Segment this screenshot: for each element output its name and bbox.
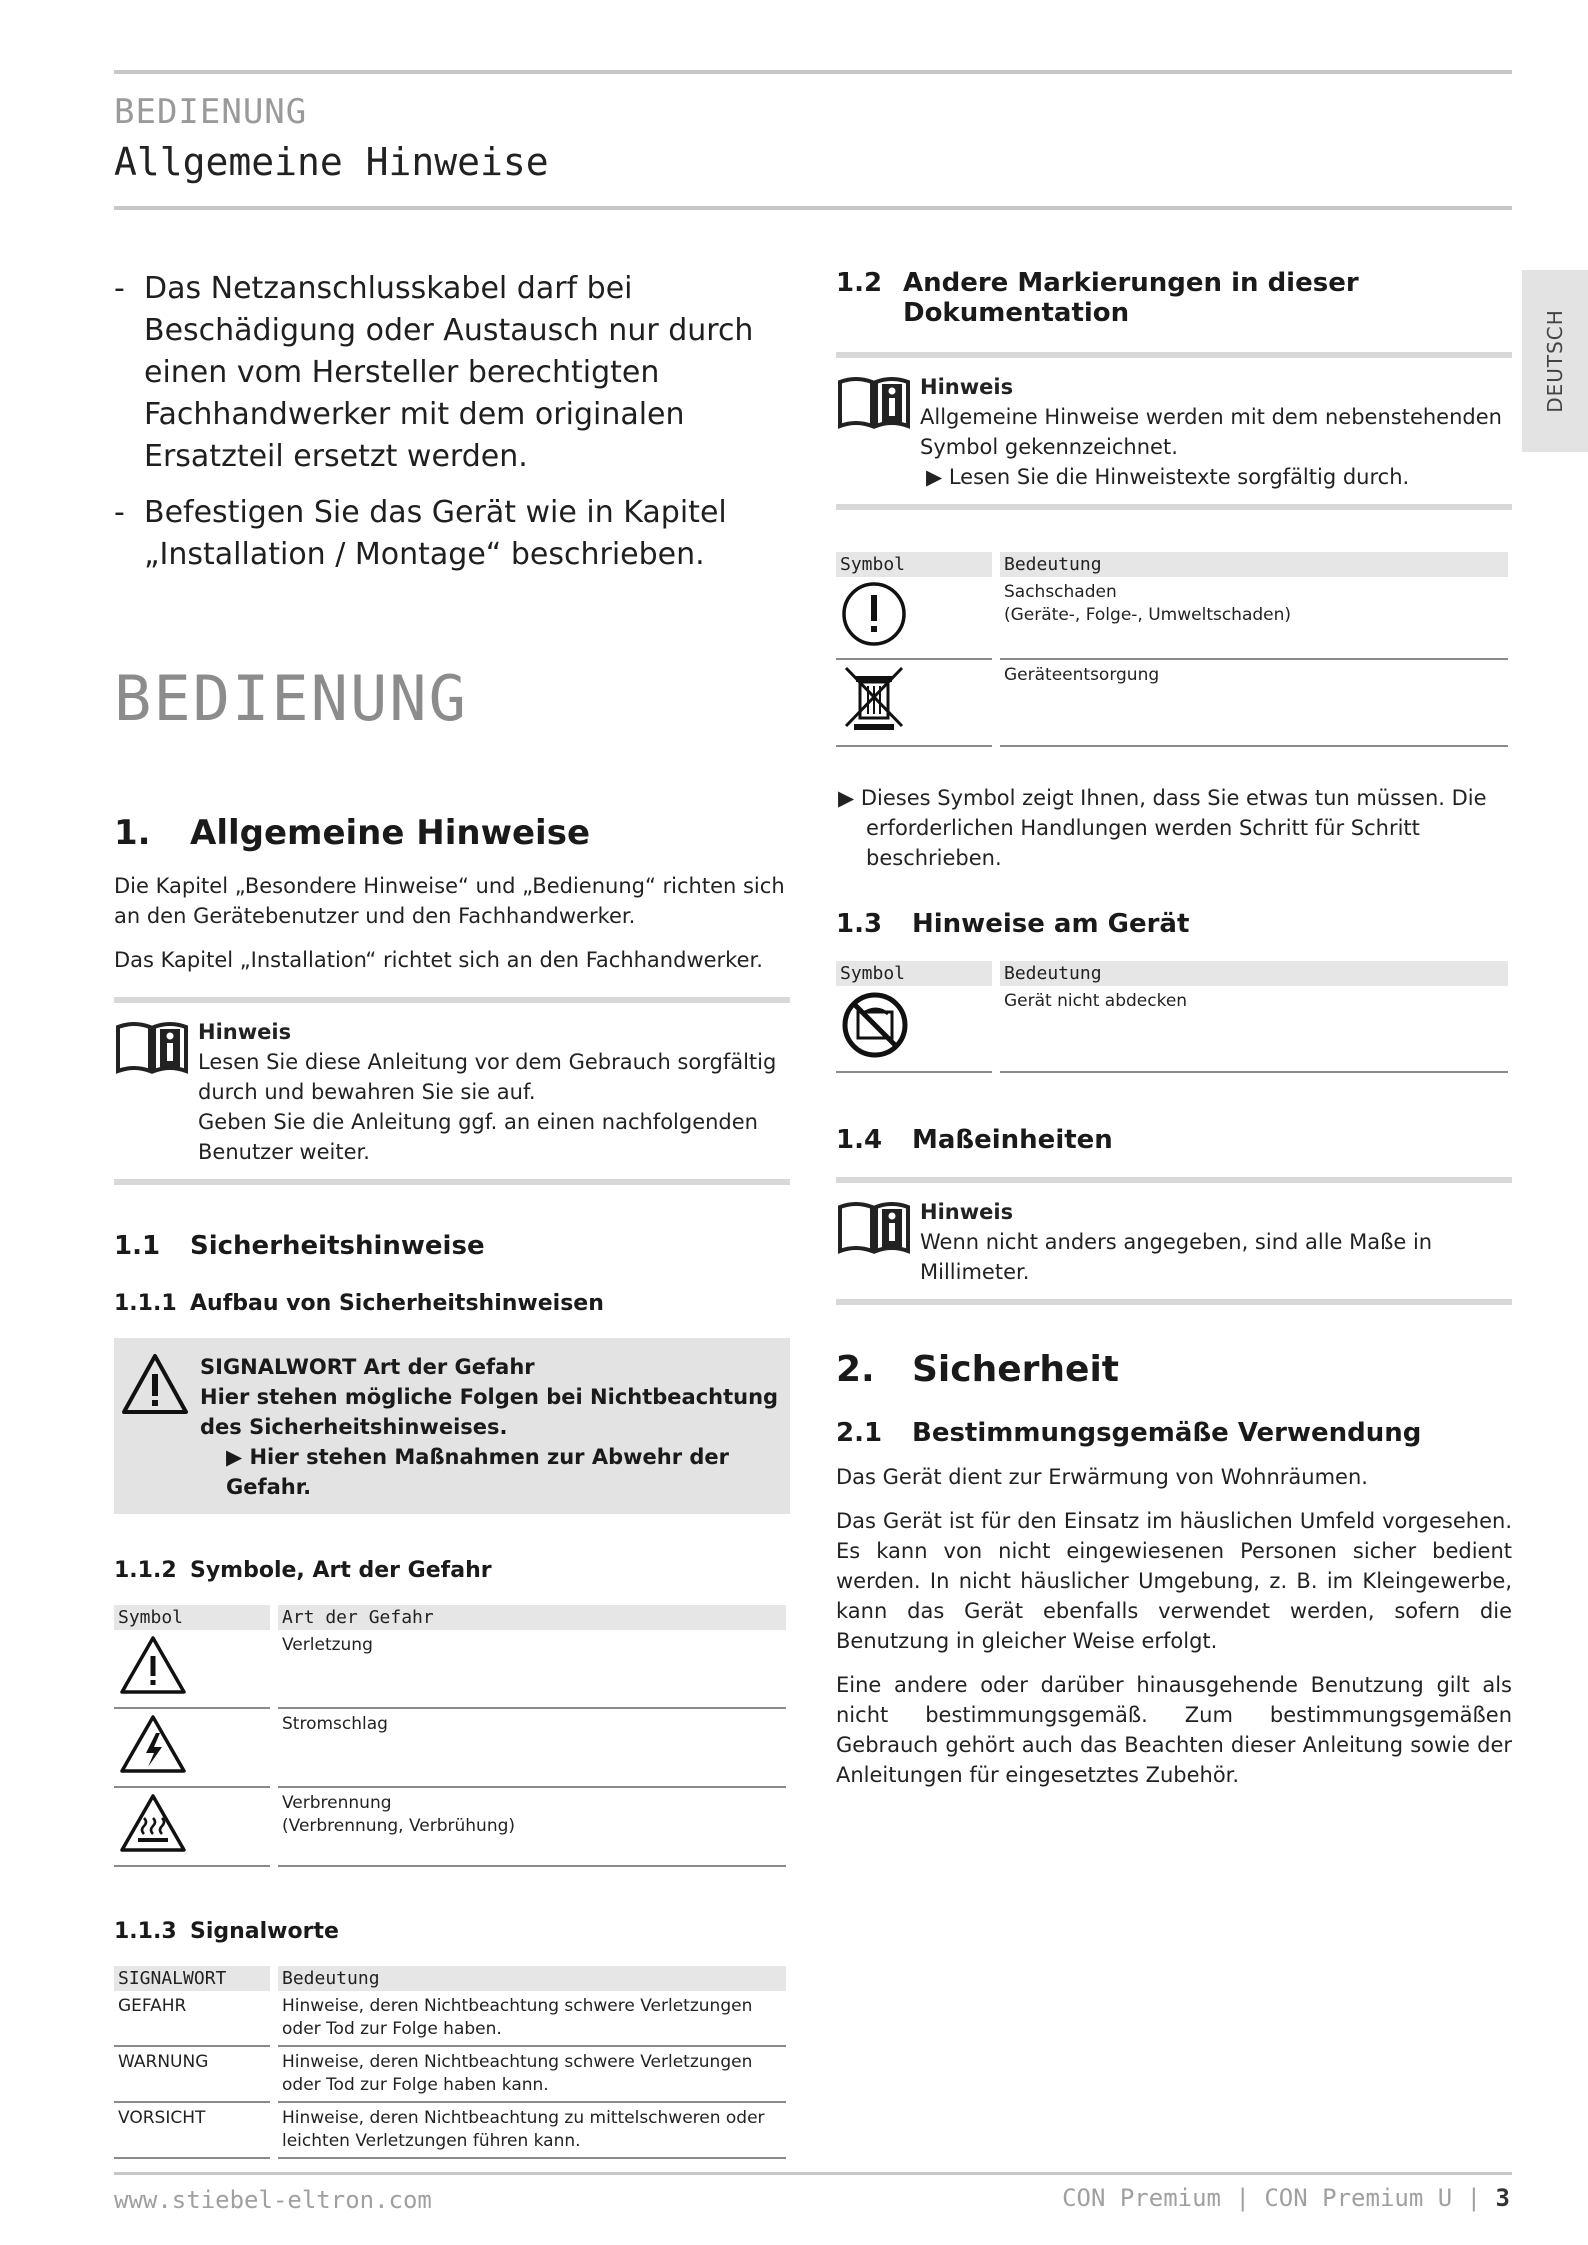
section-heading: 1. Allgemeine Hinweise xyxy=(114,813,590,853)
signal-word: VORSICHT xyxy=(114,2102,274,2158)
section-heading: 1.4 Maßeinheiten xyxy=(836,1125,1113,1155)
section-heading: 1.2 Andere Markierungen in dieser Dokumentation xyxy=(836,268,1359,328)
note-box xyxy=(836,352,1512,510)
section-heading: 1.1.2 Symbole, Art der Gefahr xyxy=(114,1558,492,1583)
table-row xyxy=(114,1787,786,1866)
right-column xyxy=(836,268,1512,1790)
table-row xyxy=(114,2102,786,2158)
page-number: 3 xyxy=(1495,2184,1510,2212)
hazard-type: Verletzung xyxy=(274,1630,786,1708)
signal-word: WARNUNG xyxy=(114,2046,274,2102)
table-row xyxy=(836,986,1508,1072)
electric-shock-icon xyxy=(114,1708,274,1787)
signal-word-table xyxy=(114,1966,786,2159)
header-top-rule xyxy=(114,70,1512,74)
table-row xyxy=(836,659,1508,746)
table-row xyxy=(114,1630,786,1708)
note-title: Hinweis xyxy=(198,1020,292,1044)
hazard-type: Verbrennung (Verbrennung, Verbrühung) xyxy=(274,1787,786,1866)
note-action: ▶ Lesen Sie die Hinweistexte sorgfältig durch. xyxy=(926,465,1410,489)
table-row xyxy=(114,1708,786,1787)
paragraph: Das Gerät ist für den Einsatz im häuslichen Umfeld vorgesehen. Es kann von nicht eingewiesenen Personen sicher bedient werden. In nicht häuslicher Umgebung, z. B. im Kleingewerbe, kann das Gerät ebenfalls verwendet werden, sofern die Benutzung in gleicher Weise erfolgt. xyxy=(836,1509,1512,1653)
hazard-symbol-table xyxy=(114,1605,786,1867)
signal-meaning: Hinweise, deren Nichtbeachtung zu mittelschweren oder leichten Verletzungen führen kann. xyxy=(274,2102,786,2158)
note-line: Geben Sie die Anleitung ggf. an einen nachfolgenden Benutzer weiter. xyxy=(198,1110,758,1164)
note-title: Hinweis xyxy=(920,375,1014,399)
section-heading: 1.3 Hinweise am Gerät xyxy=(836,909,1190,939)
section-heading: 1.1.1 Aufbau von Sicherheitshinweisen xyxy=(114,1291,604,1316)
device-symbol-table xyxy=(836,961,1508,1073)
note-line: Lesen Sie diese Anleitung vor dem Gebrauch sorgfältig durch und bewahren Sie sie auf. xyxy=(198,1050,777,1104)
left-column xyxy=(114,268,790,2159)
signal-meaning: Hinweise, deren Nichtbeachtung schwere Verletzungen oder Tod zur Folge haben. xyxy=(274,1991,786,2046)
section-heading: 2.1 Bestimmungsgemäße Verwendung xyxy=(836,1418,1422,1448)
header-bottom-rule xyxy=(114,206,1512,210)
section-heading: 2. Sicherheit xyxy=(836,1349,1119,1390)
table-header: Bedeutung xyxy=(274,1966,786,1991)
section-heading: 1.1 Sicherheitshinweise xyxy=(114,1231,485,1261)
footer-product: CON Premium | CON Premium U | 3 xyxy=(1062,2184,1510,2212)
safety-note-box xyxy=(114,1338,790,1514)
table-header: Bedeutung xyxy=(996,552,1508,577)
bullet-item: - Befestigen Sie das Gerät wie in Kapitel „Installation / Montage“ beschrieben. xyxy=(114,492,790,576)
table-header: Symbol xyxy=(836,552,996,577)
header-section: BEDIENUNG xyxy=(114,92,308,132)
action-instruction: ▶ Dieses Symbol zeigt Ihnen, dass Sie etwas tun müssen. Die erforderlichen Handlungen werden Schritt für Schritt beschrieben. xyxy=(838,786,1487,870)
note-line: Allgemeine Hinweise werden mit dem nebenstehenden Symbol gekennzeichnet. xyxy=(920,405,1502,459)
symbol-meaning: Gerät nicht abdecken xyxy=(996,986,1508,1072)
note-box xyxy=(114,997,790,1185)
language-tab-label: DEUTSCH xyxy=(1543,309,1567,413)
marking-symbol-table xyxy=(836,552,1508,747)
hazard-type: Stromschlag xyxy=(274,1708,786,1787)
paragraph: Eine andere oder darüber hinausgehende Benutzung gilt als nicht bestimmungsgemäß. Zum bestimmungsgemäßen Gebrauch gehört auch das Beachten dieser Anleitung sowie der Anleitungen für eingesetztes Zubehör. xyxy=(836,1673,1512,1787)
chapter-title: BEDIENUNG xyxy=(114,662,468,735)
warning-triangle-icon xyxy=(120,1352,200,1502)
do-not-cover-icon xyxy=(836,986,996,1072)
signal-meaning: Hinweise, deren Nichtbeachtung schwere Verletzungen oder Tod zur Folge haben kann. xyxy=(274,2046,786,2102)
signal-word-title: SIGNALWORT Art der Gefahr xyxy=(200,1355,535,1379)
section-heading: 1.1.3 Signalworte xyxy=(114,1919,339,1944)
table-header: Symbol xyxy=(836,961,996,986)
info-book-icon xyxy=(836,1197,920,1287)
note-box xyxy=(836,1177,1512,1305)
safety-action: ▶ Hier stehen Maßnahmen zur Abwehr der Gefahr. xyxy=(226,1445,730,1499)
info-book-icon xyxy=(836,372,920,492)
signal-word: GEFAHR xyxy=(114,1991,274,2046)
bullet-item: - Das Netzanschlusskabel darf bei Beschädigung oder Austausch nur durch einen vom Hersteller berechtigten Fachhandwerker mit dem originalen Ersatzteil ersetzt werden. xyxy=(114,268,790,478)
language-tab[interactable] xyxy=(1522,270,1588,452)
header-title: Allgemeine Hinweise xyxy=(114,140,549,184)
table-row xyxy=(114,1991,786,2046)
table-header: Symbol xyxy=(114,1605,274,1630)
table-row xyxy=(114,2046,786,2102)
info-book-icon xyxy=(114,1017,198,1167)
table-row xyxy=(836,577,1508,659)
table-header: Art der Gefahr xyxy=(274,1605,786,1630)
note-title: Hinweis xyxy=(920,1200,1014,1224)
footer-rule xyxy=(114,2172,1512,2175)
footer-url[interactable]: www.stiebel-eltron.com xyxy=(114,2186,432,2214)
table-header: SIGNALWORT xyxy=(114,1966,274,1991)
warning-triangle-icon xyxy=(114,1630,274,1708)
paragraph: Das Gerät dient zur Erwärmung von Wohnräumen. xyxy=(836,1465,1368,1489)
table-header: Bedeutung xyxy=(996,961,1508,986)
crossed-bin-icon xyxy=(836,659,996,746)
safety-consequence: Hier stehen mögliche Folgen bei Nichtbeachtung des Sicherheitshinweises. xyxy=(200,1385,779,1439)
paragraph: Das Kapitel „Installation“ richtet sich an den Fachhandwerker. xyxy=(114,948,763,972)
symbol-meaning: Sachschaden (Geräte-, Folge-, Umweltschaden) xyxy=(996,577,1508,659)
exclamation-circle-icon xyxy=(836,577,996,659)
hot-surface-icon xyxy=(114,1787,274,1866)
note-line: Wenn nicht anders angegeben, sind alle Maße in Millimeter. xyxy=(920,1230,1433,1284)
symbol-meaning: Geräteentsorgung xyxy=(996,659,1508,746)
paragraph: Die Kapitel „Besondere Hinweise“ und „Bedienung“ richten sich an den Gerätebenutzer und den Fachhandwerker. xyxy=(114,874,785,928)
